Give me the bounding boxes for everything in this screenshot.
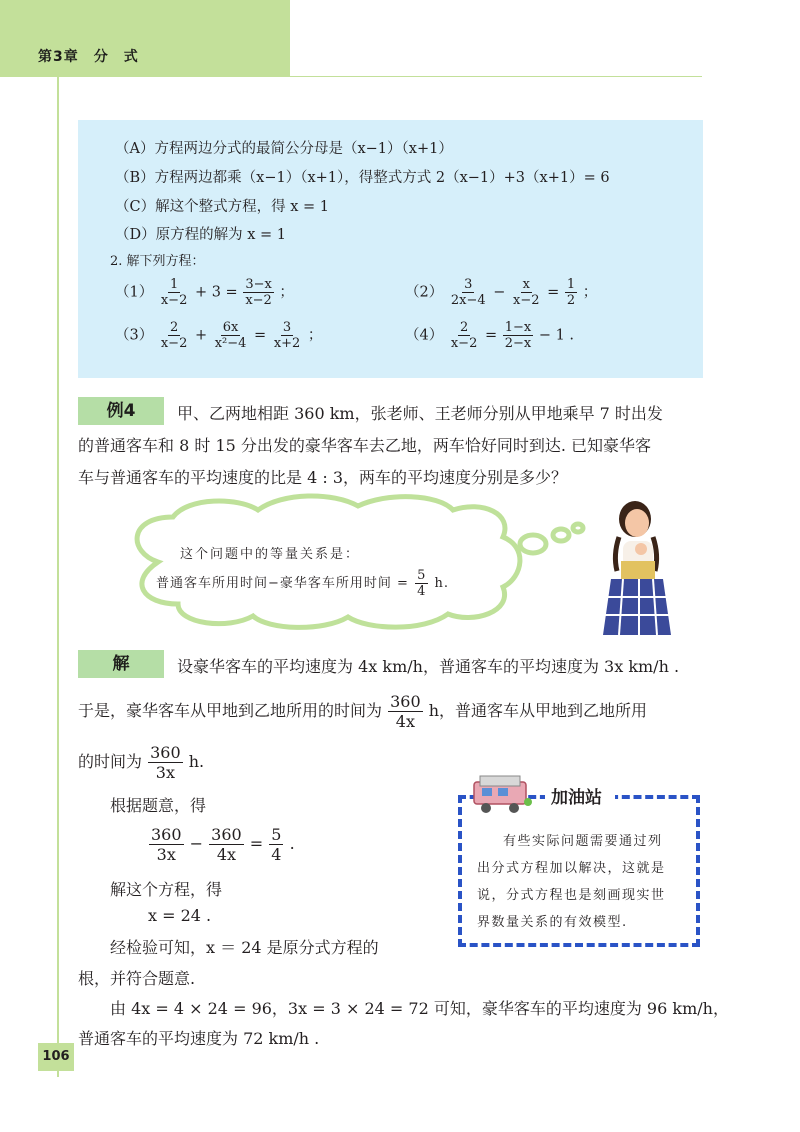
solution-line-4: 根据题意，得 xyxy=(110,796,207,815)
solution-line-6: x = 24 . xyxy=(148,906,212,925)
chapter-title: 第3章 分 式 xyxy=(38,49,139,65)
solution-label: 解 xyxy=(78,650,164,678)
solution-line-3: 的时间为 $\frac{360}{3x}$ h. xyxy=(78,743,205,782)
solution-line-9: 由 4x = 4 × 24 = 96，3x = 3 × 24 = 72 可知，豪华客车的平均速度为 96 km/h， xyxy=(110,999,729,1018)
girl-illustration-icon xyxy=(597,497,677,635)
solution-line-10: 普通客车的平均速度为 72 km/h . xyxy=(78,1029,320,1048)
solution-line-8: 根，并符合题意. xyxy=(78,969,196,988)
example-line-3: 车与普通客车的平均速度的比是 4 : 3，两车的平均速度分别是多少？ xyxy=(78,468,568,487)
fraction: $\frac{2}{x-2}$ xyxy=(450,320,478,351)
cloud-text-line-2: 普通客车所用时间−豪华客车所用时间 = $\frac{5}{4}$ h. xyxy=(156,568,449,599)
fraction: $\frac{3-x}{x-2}$ xyxy=(245,277,272,308)
equation-1: （1） $\frac{1}{x-2}$ + 3 = $\frac{3-x}{x-2}$ ； xyxy=(115,277,294,308)
option-d: （D）原方程的解为 x = 1 xyxy=(115,227,287,243)
fraction: $\frac{360}{4x}$ xyxy=(390,692,421,731)
tip-line-4: 界数量关系的有效模型. xyxy=(477,915,628,930)
fraction: $\frac{2}{x-2}$ xyxy=(160,320,188,351)
tip-line-2: 出分式方程加以解决，这就是 xyxy=(477,861,666,876)
fraction: $\frac{6x}{\text{x²−4}}$ xyxy=(214,320,247,351)
fuel-station-icon xyxy=(468,768,538,816)
solution-line-1: 设豪华客车的平均速度为 4x km/h，普通客车的平均速度为 3x km/h . xyxy=(177,657,680,676)
fraction: $\frac{3}{2x-4}$ xyxy=(450,277,486,308)
fraction: $\frac{1-x}{2-x}$ xyxy=(504,320,532,351)
tip-title: 加油站 xyxy=(551,788,602,808)
solution-equation: $\frac{360}{3x}$ − $\frac{360}{4x}$ = $\frac{5}{4}$ . xyxy=(151,825,295,864)
fraction: $\frac{5}{4}$ xyxy=(271,825,282,864)
solution-line-7: 经检验可知，x ＝ 24 是原分式方程的 xyxy=(110,938,379,957)
eq-label: （1） xyxy=(115,284,154,301)
cloud-text-line-1: 这个问题中的等量关系是： xyxy=(180,547,361,562)
option-b: （B）方程两边都乘（x−1）（x+1），得整式方式 2（x−1）+3（x+1）= 6 xyxy=(115,170,610,186)
thought-cloud-icon xyxy=(118,492,588,632)
equation-4: （4） $\frac{2}{x-2}$ = $\frac{1-x}{2-x}$ − 1 . xyxy=(405,320,575,351)
fraction: $\frac{360}{3x}$ xyxy=(150,743,181,782)
fraction: $\frac{5}{4}$ xyxy=(417,568,427,599)
option-a: （A）方程两边分式的最简公分母是（x−1）（x+1） xyxy=(115,141,453,157)
question-2: 2. 解下列方程： xyxy=(110,254,205,269)
equation-3: （3） $\frac{2}{x-2}$ + $\frac{6x}{\text{x²−4}}$ = $\frac{3}{x+2}$ ； xyxy=(115,320,323,351)
equation-2: （2） $\frac{3}{2x-4}$ − $\frac{x}{x-2}$ = $\frac{1}{2}$ ； xyxy=(405,277,598,308)
page-number: 106 xyxy=(38,1043,74,1071)
fraction: $\frac{x}{x-2}$ xyxy=(513,277,540,308)
fraction: $\frac{3}{x+2}$ xyxy=(273,320,301,351)
option-c: （C）解这个整式方程，得 x = 1 xyxy=(115,199,329,215)
example-line-1: 甲、乙两地相距 360 km，张老师、王老师分别从甲地乘早 7 时出发 xyxy=(177,404,663,423)
fraction: $\frac{360}{3x}$ xyxy=(151,825,182,864)
example-label: 例4 xyxy=(78,397,164,425)
solution-line-5: 解这个方程，得 xyxy=(110,880,223,899)
fraction: $\frac{360}{4x}$ xyxy=(211,825,242,864)
tip-line-1: 有些实际问题需要通过列 xyxy=(503,834,663,849)
margin-rule xyxy=(57,77,59,1077)
tip-line-3: 说，分式方程也是刻画现实世 xyxy=(477,888,666,903)
example-line-2: 的普通客车和 8 时 15 分出发的豪华客车去乙地，两车恰好同时到达. 已知豪华客 xyxy=(78,436,652,455)
header-rule xyxy=(290,76,702,77)
solution-line-2: 于是，豪华客车从甲地到乙地所用的时间为 $\frac{360}{4x}$ h，普通客车从甲地到乙地所用 xyxy=(78,692,648,731)
fraction: $\frac{1}{x-2}$ xyxy=(160,277,188,308)
fraction: $\frac{1}{2}$ xyxy=(566,277,576,308)
